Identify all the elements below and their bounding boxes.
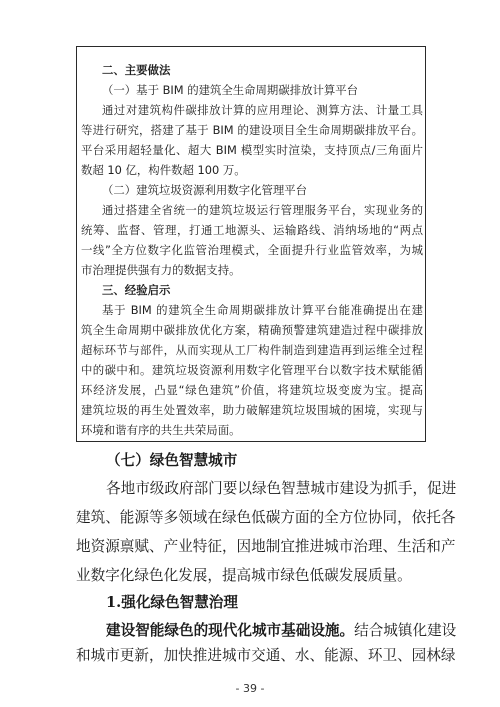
subsection-title: 1.强化绿色智慧治理 xyxy=(106,594,238,611)
subheading-bim-platform: （一）基于 BIM 的建筑全生命周期碳排放计算平台 xyxy=(102,83,359,97)
paragraph-line: 统筹、监督、管理，打通工地源头、运输路线、消纳场地的“两点 xyxy=(81,223,423,237)
paragraph-line: 数超 10 亿，构件数超 100 万。 xyxy=(81,163,246,177)
body-line: 地资源禀赋、产业特征，因地制宜推进城市治理、生活和产 xyxy=(76,538,456,555)
lead-rest-text: 结合城镇化建设 xyxy=(354,622,457,639)
paragraph-line: 通过搭建全省统一的建筑垃圾运行管理服务平台，实现业务的 xyxy=(102,203,423,217)
paragraph-line: 环经济发展，凸显“绿色建筑”价值，将建筑垃圾变废为宝。提高 xyxy=(81,383,423,397)
subheading-waste-platform: （二）建筑垃圾资源利用数字化管理平台 xyxy=(102,183,308,197)
body-line: 各地市级政府部门要以绿色智慧城市建设为抓手，促进 xyxy=(106,480,457,497)
paragraph-line: 一线”全方位数字化监管治理模式，全面提升行业监管效率，为城 xyxy=(81,243,423,257)
paragraph-line: 建筑垃圾的再生处置效率，助力破解建筑垃圾围城的困境，实现与 xyxy=(81,403,423,417)
paragraph-line: 平台采用超轻量化、超大 BIM 模型实时渲染，支持顶点/三角面片 xyxy=(81,143,423,157)
heading-lessons: 三、经验启示 xyxy=(102,283,171,297)
body-line: 业数字化绿色化发展，提高城市绿色低碳发展质量。 xyxy=(76,567,412,584)
paragraph-line: 市治理提供强有力的数据支持。 xyxy=(81,263,241,277)
section-title: （七）绿色智慧城市 xyxy=(106,452,238,469)
paragraph-line: 超标环节与部件，从而实现从工厂构件制造到建造再到运维全过程 xyxy=(81,343,423,357)
paragraph-line: 等进行研究，搭建了基于 BIM 的建设项目全生命周期碳排放平台。 xyxy=(81,123,423,137)
paragraph-line: 中的碳中和。建筑垃圾资源利用数字化管理平台以数字技术赋能循 xyxy=(81,363,423,377)
body-line: 和城市更新，加快推进城市交通、水、能源、环卫、园林绿 xyxy=(76,647,456,664)
paragraph-line: 基于 BIM 的建筑全生命周期碳排放计算平台能准确提出在建 xyxy=(102,303,423,317)
lead-bold-text: 建设智能绿色的现代化城市基础设施。 xyxy=(106,622,355,639)
body-line xyxy=(76,618,457,644)
paragraph-line: 环境和谐有序的共生共荣局面。 xyxy=(81,423,241,437)
paragraph-line: 筑全生命周期中碳排放优化方案，精确预警建筑建造过程中碳排放 xyxy=(81,323,423,337)
heading-main-practices: 二、主要做法 xyxy=(102,63,171,77)
body-line: 建筑、能源等多领域在绿色低碳方面的全方位协同，依托各 xyxy=(76,509,456,526)
page-number: - 39 - xyxy=(235,682,265,695)
paragraph-line: 通过对建筑构件碳排放计算的应用理论、测算方法、计量工具 xyxy=(102,103,423,117)
